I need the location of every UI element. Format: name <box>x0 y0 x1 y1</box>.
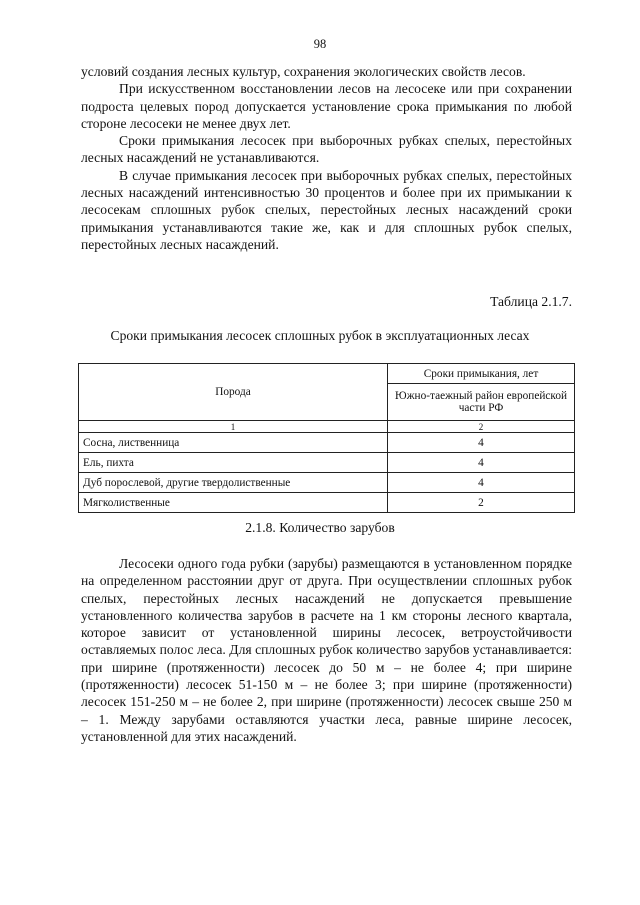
section-heading: 2.1.8. Количество зарубов <box>245 520 395 535</box>
data-table <box>78 363 575 513</box>
table-row <box>79 493 575 513</box>
table-cell-value: 4 <box>388 433 575 453</box>
column-number: 2 <box>388 421 575 433</box>
paragraph: условий создания лесных культур, сохранения экологических свойств лесов. <box>81 64 526 79</box>
table-cell-species: Сосна, лиственница <box>79 433 388 453</box>
table-cell-value: 4 <box>388 453 575 473</box>
paragraph: При искусственном восстановлении лесов на лесосеке или при сохранении подроста целевых пород допускается установление срока примыкания по любой стороне лесосеки не менее двух лет. <box>81 81 572 131</box>
table-row <box>79 453 575 473</box>
table-row <box>79 433 575 453</box>
table-row <box>79 473 575 493</box>
table-cell-species: Ель, пихта <box>79 453 388 473</box>
table-title: Сроки примыкания лесосек сплошных рубок в эксплуатационных лесах <box>110 328 530 343</box>
table-cell-species: Дуб порослевой, другие твердолиственные <box>79 473 388 493</box>
text-block-bottom <box>81 555 572 745</box>
table-header-terms: Сроки примыкания, лет <box>388 364 575 384</box>
table-header-species: Порода <box>79 364 388 421</box>
text-block-top <box>81 63 572 253</box>
table-cell-species: Мягколиственные <box>79 493 388 513</box>
column-number: 1 <box>79 421 388 433</box>
paragraph: Лесосеки одного года рубки (зарубы) размещаются в установленном порядке на определенном расстоянии друг от друга. При осуществлении сплошных рубок спелых, перестойных лесных насаждений не допускается превышение установленного количества зарубов в расчете на 1 км стороны лесного квартала, которое зависит от установленной ширины лесосек, ветроустойчивости оставляемых полос леса. Для сплошных рубок количество зарубов устанавливается: при ширине (протяженности) лесосек до 50 м – не более 4; при ширине (протяженности) лесосек 51-150 м – не более 3; при ширине (протяженности) лесосек 151-250 м – не более 2, при ширине (протяженности) лесосек свыше 250 м – 1. Между зарубами оставляются участки леса, равные ширине лесосек, установленной для этих насаждений. <box>81 556 572 744</box>
table-caption: Таблица 2.1.7. <box>490 294 572 309</box>
paragraph: В случае примыкания лесосек при выборочных рубках спелых, перестойных лесных насаждений интенсивностью 30 процентов и более при их примыкании к лесосекам сплошных рубок спелых, перестойных лесных насаждений сроки примыкания устанавливаются такие же, как и для сплошных рубок спелых, перестойных лесных насаждений. <box>81 167 572 252</box>
table-cell-value: 2 <box>388 493 575 513</box>
table-subheader-region: Южно-таежный район европейской части РФ <box>388 384 575 421</box>
table-cell-value: 4 <box>388 473 575 493</box>
page-number: 98 <box>313 37 327 51</box>
paragraph: Сроки примыкания лесосек при выборочных рубках спелых, перестойных лесных насаждений не устанавливаются. <box>81 133 572 166</box>
